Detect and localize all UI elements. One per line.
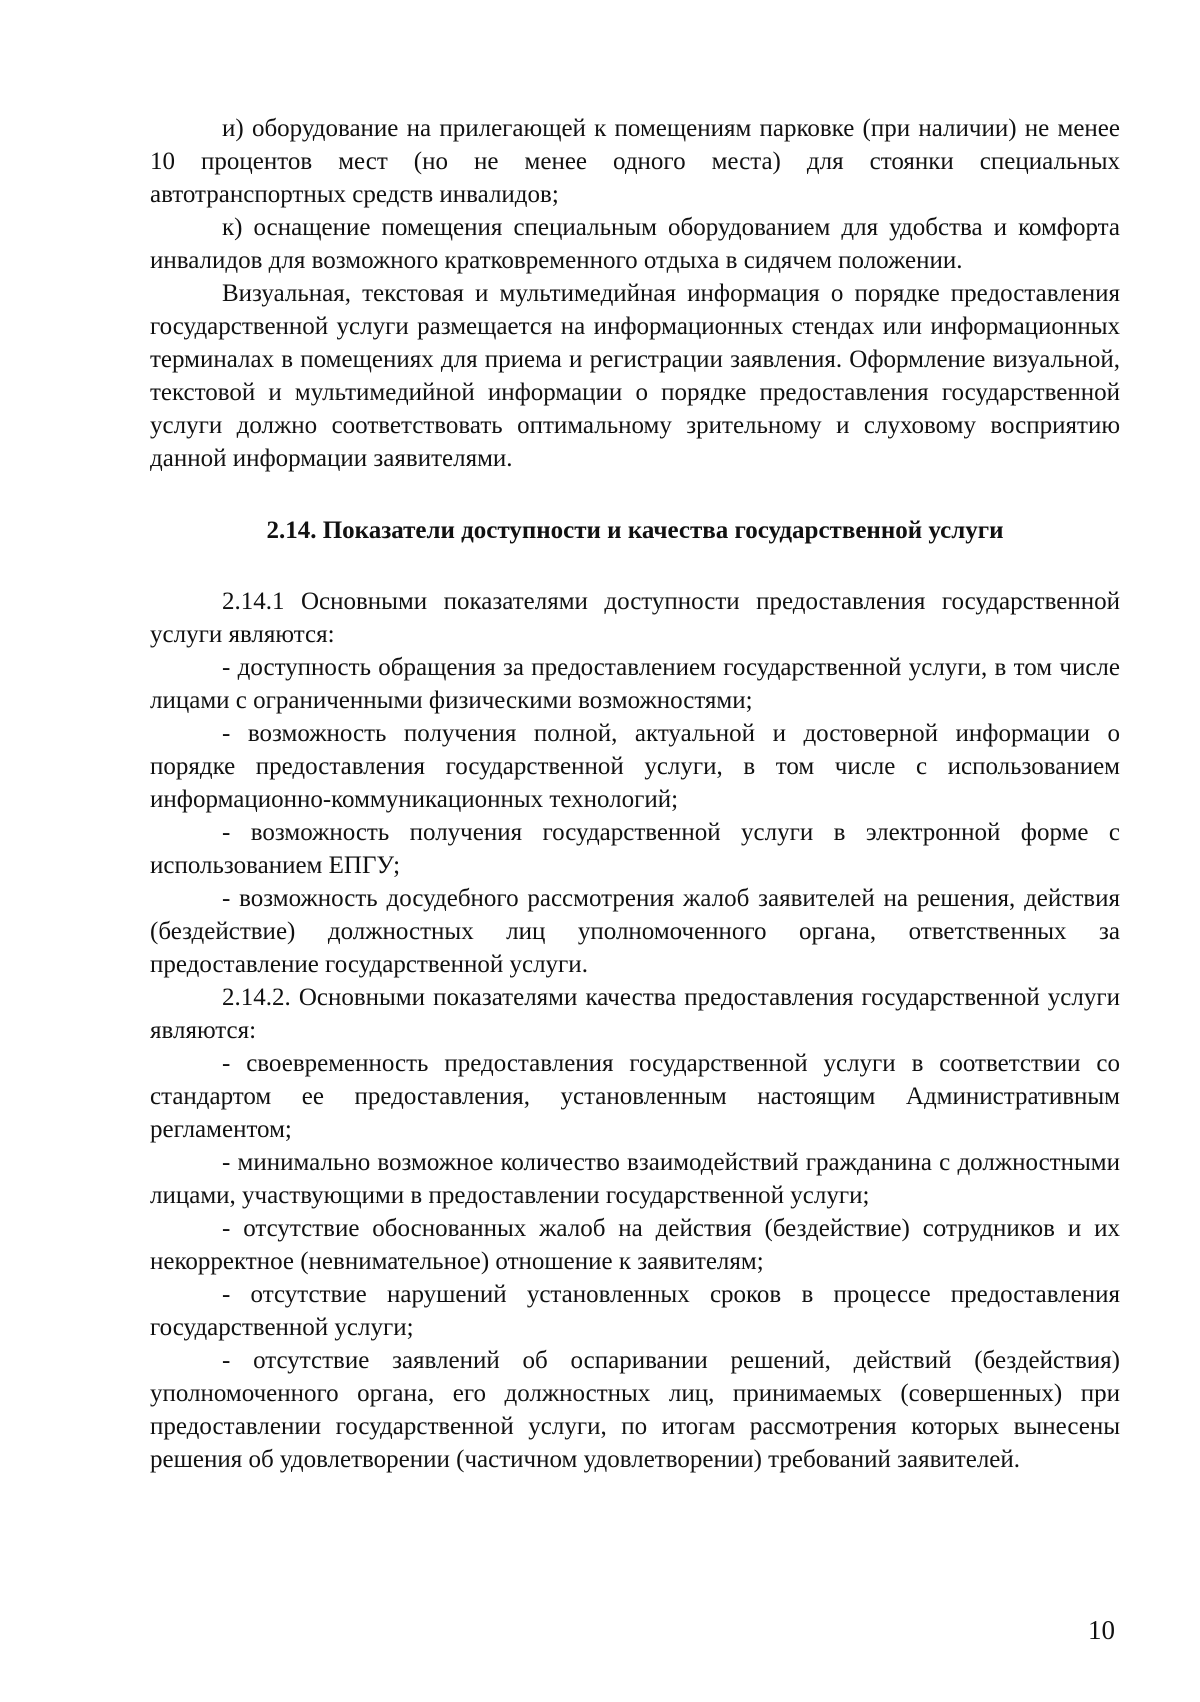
paragraph-visual-info: Визуальная, текстовая и мультимедийная информация о порядке предоставления государственной услуги размещается на информационных стендах или информационных терминалах в помещениях для приема и регистрации заявления. Оформление визуальной, текстовой и мультимедийной информации о порядке предоставления государственной услуги должно соответствовать оптимальному зрительному и слуховому восприятию данной информации заявителями. (150, 280, 1120, 472)
list-item-information: - возможность получения полной, актуальной и достоверной информации о порядке предоставления государственной услуги, в том числе с использованием информационно-коммуникационных технологий; (150, 720, 1120, 813)
paragraph-parking: и) оборудование на прилегающей к помещениям парковке (при наличии) не менее 10 процентов мест (но не менее одного места) для стоянки специальных автотранспортных средств инвалидов; (150, 115, 1120, 208)
document-body (150, 112, 1120, 1476)
list-item-no-complaints: - отсутствие обоснованных жалоб на действия (бездействие) сотрудников и их некорректное (невнимательное) отношение к заявителям; (150, 1215, 1120, 1275)
list-item-electronic-form: - возможность получения государственной услуги в электронной форме с использованием ЕПГУ; (150, 819, 1120, 879)
paragraph-2-14-2: 2.14.2. Основными показателями качества предоставления государственной услуги являются: (150, 984, 1120, 1044)
list-item-interactions: - минимально возможное количество взаимодействий гражданина с должностными лицами, участвующими в предоставлении государственной услуги; (150, 1149, 1120, 1209)
list-item-timeliness: - своевременность предоставления государственной услуги в соответствии со стандартом ее предоставления, установленным настоящим Административным регламентом; (150, 1050, 1120, 1143)
page-number: 10 (1088, 1615, 1115, 1645)
list-item-pretrial-appeal: - возможность досудебного рассмотрения жалоб заявителей на решения, действия (бездействие) должностных лиц уполномоченного органа, ответственных за предоставление государственной услуги. (150, 885, 1120, 978)
list-item-no-disputes: - отсутствие заявлений об оспаривании решений, действий (бездействия) уполномоченного органа, его должностных лиц, принимаемых (совершенных) при предоставлении государственной услуги, по итогам рассмотрения которых вынесены решения об удовлетворении (частичном удовлетворении) требований заявителей. (150, 1347, 1120, 1473)
list-item-accessibility: - доступность обращения за предоставлением государственной услуги, в том числе лицами с ограниченными физическими возможностями; (150, 654, 1120, 714)
section-title: 2.14. Показатели доступности и качества государственной услуги (266, 517, 1004, 544)
paragraph-2-14-1: 2.14.1 Основными показателями доступности предоставления государственной услуги являются: (150, 588, 1120, 648)
paragraph-equipment: к) оснащение помещения специальным оборудованием для удобства и комфорта инвалидов для возможного кратковременного отдыха в сидячем положении. (150, 214, 1120, 274)
list-item-no-deadline-violations: - отсутствие нарушений установленных сроков в процессе предоставления государственной услуги; (150, 1281, 1120, 1341)
